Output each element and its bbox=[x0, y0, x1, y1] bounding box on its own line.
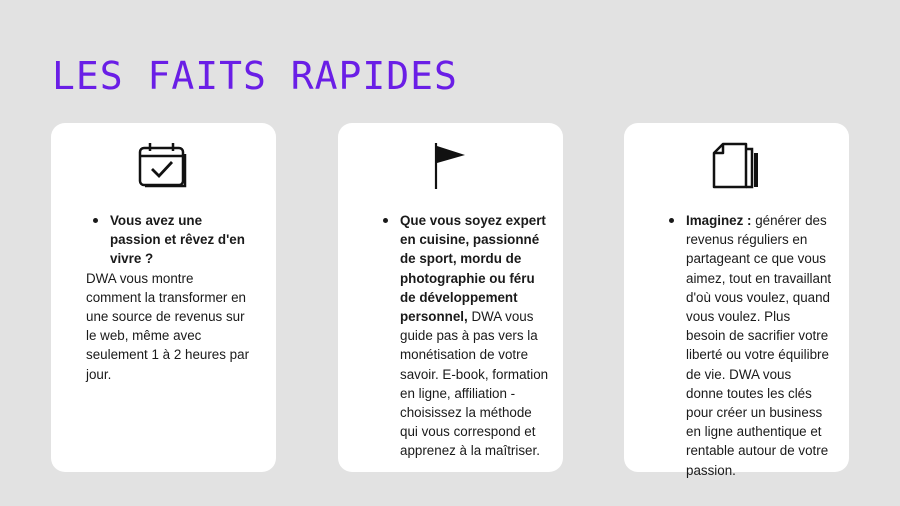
fact-bullet bbox=[376, 211, 551, 461]
fact-bullet bbox=[662, 211, 832, 480]
fact-text bbox=[376, 211, 551, 461]
fact-card-expertise bbox=[338, 123, 563, 472]
fact-bold: Que vous soyez expert en cuisine, passionné de sport, mordu de photographie ou féru de développement personnel, bbox=[400, 213, 546, 325]
calendar-check-icon bbox=[137, 140, 189, 195]
flag-icon bbox=[432, 141, 468, 196]
fact-bold: Imaginez : bbox=[686, 213, 752, 228]
fact-bold: Vous avez une passion et rêvez d'en vivre ? bbox=[110, 213, 245, 267]
fact-body: générer des revenus réguliers en partageant ce que vous aimez, tout en travaillant d'où vous voulez, quand vous voulez. Plus besoin de sacrifier votre liberté ou votre équilibre de vie. DWA vous donne toutes les clés pour créer un business en ligne authentique et rentable autour de votre passion. bbox=[686, 213, 832, 478]
fact-text bbox=[662, 211, 832, 480]
fact-card-imagine bbox=[624, 123, 849, 478]
page-title: LES FAITS RAPIDES bbox=[52, 54, 458, 98]
fact-text bbox=[86, 211, 251, 384]
fact-card-passion bbox=[51, 123, 276, 472]
fact-body: DWA vous montre comment la transformer en une source de revenus sur le web, même avec seulement 1 à 2 heures par jour. bbox=[86, 270, 250, 382]
fact-bullet bbox=[86, 211, 251, 269]
document-icon bbox=[710, 141, 760, 196]
fact-body: DWA vous guide pas à pas vers la monétisation de votre savoir. E-book, formation en ligne, affiliation - choisissez la méthode qui vous correspond et apprenez à la maîtriser. bbox=[400, 309, 549, 459]
